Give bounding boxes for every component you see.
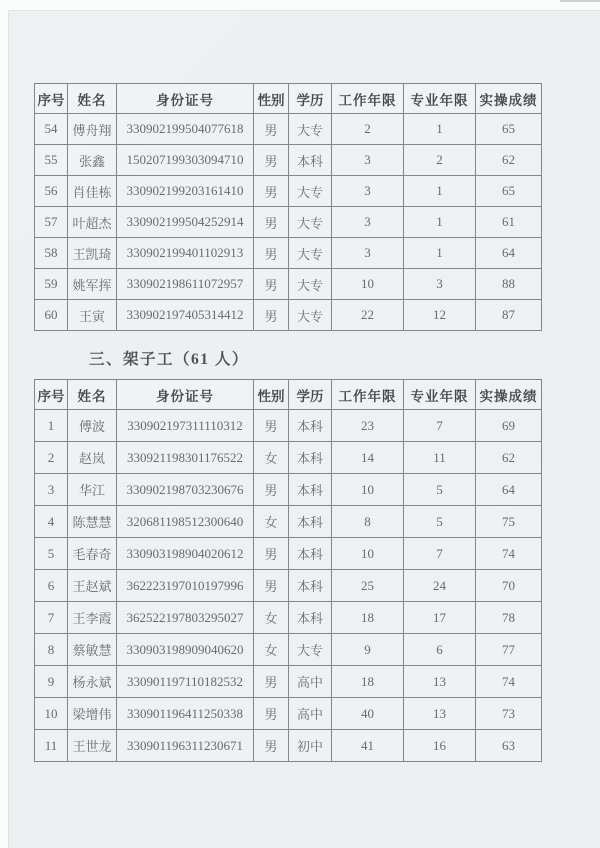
table-row [35, 538, 542, 570]
column-header: 学历 [289, 380, 332, 410]
table-cell: 大专 [289, 634, 332, 666]
table-cell: 5 [404, 474, 476, 506]
table-body [35, 114, 542, 331]
table-cell: 330902197311110312 [117, 410, 254, 442]
table-cell: 9 [35, 666, 68, 698]
table-cell: 330902199504077618 [117, 114, 254, 145]
table-cell: 大专 [289, 176, 332, 207]
table-cell: 男 [254, 176, 289, 207]
column-header: 性别 [254, 380, 289, 410]
table-cell: 2 [35, 442, 68, 474]
table-cell: 杨永斌 [68, 666, 117, 698]
table-cell: 87 [476, 300, 542, 331]
table-cell: 74 [476, 666, 542, 698]
table-cell: 大专 [289, 238, 332, 269]
table-cell: 9 [332, 634, 404, 666]
assessment-table-part1 [34, 83, 542, 331]
table-cell: 11 [35, 730, 68, 762]
table-cell: 3 [332, 145, 404, 176]
table-cell: 肖佳栋 [68, 176, 117, 207]
table-cell: 62 [476, 442, 542, 474]
table-cell: 63 [476, 730, 542, 762]
table-cell: 本科 [289, 410, 332, 442]
table-cell: 330921198301176522 [117, 442, 254, 474]
table-cell: 男 [254, 114, 289, 145]
table-cell: 7 [35, 602, 68, 634]
table-cell: 大专 [289, 269, 332, 300]
table-cell: 本科 [289, 602, 332, 634]
table-cell: 王世龙 [68, 730, 117, 762]
table-cell: 73 [476, 698, 542, 730]
table-cell: 7 [404, 538, 476, 570]
table-cell: 78 [476, 602, 542, 634]
table-row [35, 114, 542, 145]
section-heading: 三、架子工（61 人） [89, 351, 249, 368]
column-header: 姓名 [68, 84, 117, 114]
table-cell: 330903198909040620 [117, 634, 254, 666]
column-header: 身份证号 [117, 380, 254, 410]
table-cell: 25 [332, 570, 404, 602]
table-cell: 330901196411250338 [117, 698, 254, 730]
table-cell: 王李霞 [68, 602, 117, 634]
table-cell: 40 [332, 698, 404, 730]
table-cell: 330901197110182532 [117, 666, 254, 698]
column-header: 姓名 [68, 380, 117, 410]
table-cell: 3 [332, 207, 404, 238]
table-cell: 男 [254, 570, 289, 602]
table-cell: 男 [254, 207, 289, 238]
table-cell: 3 [332, 176, 404, 207]
table-cell: 姚军挥 [68, 269, 117, 300]
table-cell: 17 [404, 602, 476, 634]
table-header [35, 380, 542, 410]
table-cell: 男 [254, 410, 289, 442]
table-row [35, 442, 542, 474]
table-cell: 大专 [289, 114, 332, 145]
table-row [35, 300, 542, 331]
table-cell: 330902198611072957 [117, 269, 254, 300]
table-cell: 王寅 [68, 300, 117, 331]
table-row [35, 474, 542, 506]
table-cell: 23 [332, 410, 404, 442]
table-cell: 10 [332, 538, 404, 570]
table-cell: 150207199303094710 [117, 145, 254, 176]
table-cell: 74 [476, 538, 542, 570]
table-cell: 傅波 [68, 410, 117, 442]
table-cell: 70 [476, 570, 542, 602]
scanned-page [8, 10, 600, 848]
table-cell: 330901196311230671 [117, 730, 254, 762]
table-cell: 60 [35, 300, 68, 331]
table-cell: 傅舟翔 [68, 114, 117, 145]
table-cell: 54 [35, 114, 68, 145]
table-cell: 65 [476, 176, 542, 207]
table-cell: 57 [35, 207, 68, 238]
column-header: 序号 [35, 84, 68, 114]
table-cell: 61 [476, 207, 542, 238]
header-row [35, 84, 542, 114]
table-cell: 65 [476, 114, 542, 145]
table-cell: 11 [404, 442, 476, 474]
table-cell: 362522197803295027 [117, 602, 254, 634]
table-cell: 大专 [289, 300, 332, 331]
table-cell: 3 [332, 238, 404, 269]
table-cell: 18 [332, 602, 404, 634]
table-cell: 蔡敏慧 [68, 634, 117, 666]
assessment-table-scaffolders [34, 379, 542, 762]
table-cell: 14 [332, 442, 404, 474]
table-cell: 3 [35, 474, 68, 506]
table-cell: 13 [404, 666, 476, 698]
table-cell: 男 [254, 269, 289, 300]
column-header: 身份证号 [117, 84, 254, 114]
table-cell: 本科 [289, 145, 332, 176]
table-cell: 张鑫 [68, 145, 117, 176]
table-cell: 大专 [289, 207, 332, 238]
column-header: 工作年限 [332, 84, 404, 114]
column-header: 专业年限 [404, 380, 476, 410]
table-cell: 69 [476, 410, 542, 442]
table-cell: 320681198512300640 [117, 506, 254, 538]
table-cell: 1 [404, 207, 476, 238]
scan-edge-artifact [560, 0, 600, 2]
table-cell: 12 [404, 300, 476, 331]
table-cell: 女 [254, 442, 289, 474]
table-cell: 男 [254, 730, 289, 762]
table-cell: 华江 [68, 474, 117, 506]
table-cell: 8 [35, 634, 68, 666]
table-cell: 330902199401102913 [117, 238, 254, 269]
table-cell: 64 [476, 238, 542, 269]
table-cell: 10 [35, 698, 68, 730]
table-row [35, 269, 542, 300]
column-header: 实操成绩 [476, 380, 542, 410]
table-cell: 5 [35, 538, 68, 570]
table-cell: 王赵斌 [68, 570, 117, 602]
table-cell: 本科 [289, 506, 332, 538]
table-cell: 1 [404, 176, 476, 207]
table-cell: 3 [404, 269, 476, 300]
table-cell: 55 [35, 145, 68, 176]
table-cell: 本科 [289, 474, 332, 506]
table-row [35, 602, 542, 634]
table-row [35, 410, 542, 442]
table-cell: 88 [476, 269, 542, 300]
table-cell: 毛春奇 [68, 538, 117, 570]
column-header: 序号 [35, 380, 68, 410]
table-cell: 男 [254, 698, 289, 730]
table-cell: 男 [254, 238, 289, 269]
table-cell: 2 [404, 145, 476, 176]
table-cell: 叶超杰 [68, 207, 117, 238]
table-cell: 6 [404, 634, 476, 666]
table-row [35, 176, 542, 207]
table-cell: 330902198703230676 [117, 474, 254, 506]
table-row [35, 207, 542, 238]
table-cell: 女 [254, 602, 289, 634]
table-cell: 梁增伟 [68, 698, 117, 730]
table-cell: 初中 [289, 730, 332, 762]
table-cell: 6 [35, 570, 68, 602]
table-cell: 64 [476, 474, 542, 506]
table-cell: 本科 [289, 570, 332, 602]
table-cell: 362223197010197996 [117, 570, 254, 602]
table-cell: 1 [404, 238, 476, 269]
table-cell: 男 [254, 666, 289, 698]
table-cell: 赵岚 [68, 442, 117, 474]
table-header [35, 84, 542, 114]
table-cell: 56 [35, 176, 68, 207]
table-cell: 22 [332, 300, 404, 331]
table-cell: 女 [254, 506, 289, 538]
table-cell: 男 [254, 474, 289, 506]
table-cell: 58 [35, 238, 68, 269]
table-row [35, 730, 542, 762]
table-cell: 高中 [289, 698, 332, 730]
table-cell: 1 [404, 114, 476, 145]
table-cell: 10 [332, 269, 404, 300]
table-cell: 本科 [289, 538, 332, 570]
table-row [35, 666, 542, 698]
column-header: 学历 [289, 84, 332, 114]
table-cell: 4 [35, 506, 68, 538]
table-cell: 62 [476, 145, 542, 176]
table-cell: 7 [404, 410, 476, 442]
table-cell: 男 [254, 538, 289, 570]
table-cell: 5 [404, 506, 476, 538]
table-cell: 13 [404, 698, 476, 730]
table-cell: 18 [332, 666, 404, 698]
table-cell: 75 [476, 506, 542, 538]
table-cell: 330903198904020612 [117, 538, 254, 570]
table-row [35, 238, 542, 269]
table-cell: 陈慧慧 [68, 506, 117, 538]
table-row [35, 506, 542, 538]
column-header: 性别 [254, 84, 289, 114]
header-row [35, 380, 542, 410]
table-row [35, 145, 542, 176]
column-header: 实操成绩 [476, 84, 542, 114]
table-row [35, 698, 542, 730]
table-cell: 8 [332, 506, 404, 538]
table-row [35, 634, 542, 666]
table-cell: 330902199203161410 [117, 176, 254, 207]
table-cell: 男 [254, 300, 289, 331]
table-cell: 高中 [289, 666, 332, 698]
table-cell: 女 [254, 634, 289, 666]
table-cell: 330902197405314412 [117, 300, 254, 331]
table-cell: 59 [35, 269, 68, 300]
table-cell: 41 [332, 730, 404, 762]
table-row [35, 570, 542, 602]
table-cell: 男 [254, 145, 289, 176]
table-cell: 王凯琦 [68, 238, 117, 269]
table-body [35, 410, 542, 762]
table-cell: 77 [476, 634, 542, 666]
table-cell: 16 [404, 730, 476, 762]
table-cell: 1 [35, 410, 68, 442]
table-cell: 24 [404, 570, 476, 602]
column-header: 专业年限 [404, 84, 476, 114]
table-cell: 2 [332, 114, 404, 145]
table-cell: 本科 [289, 442, 332, 474]
table-cell: 10 [332, 474, 404, 506]
column-header: 工作年限 [332, 380, 404, 410]
table-cell: 330902199504252914 [117, 207, 254, 238]
